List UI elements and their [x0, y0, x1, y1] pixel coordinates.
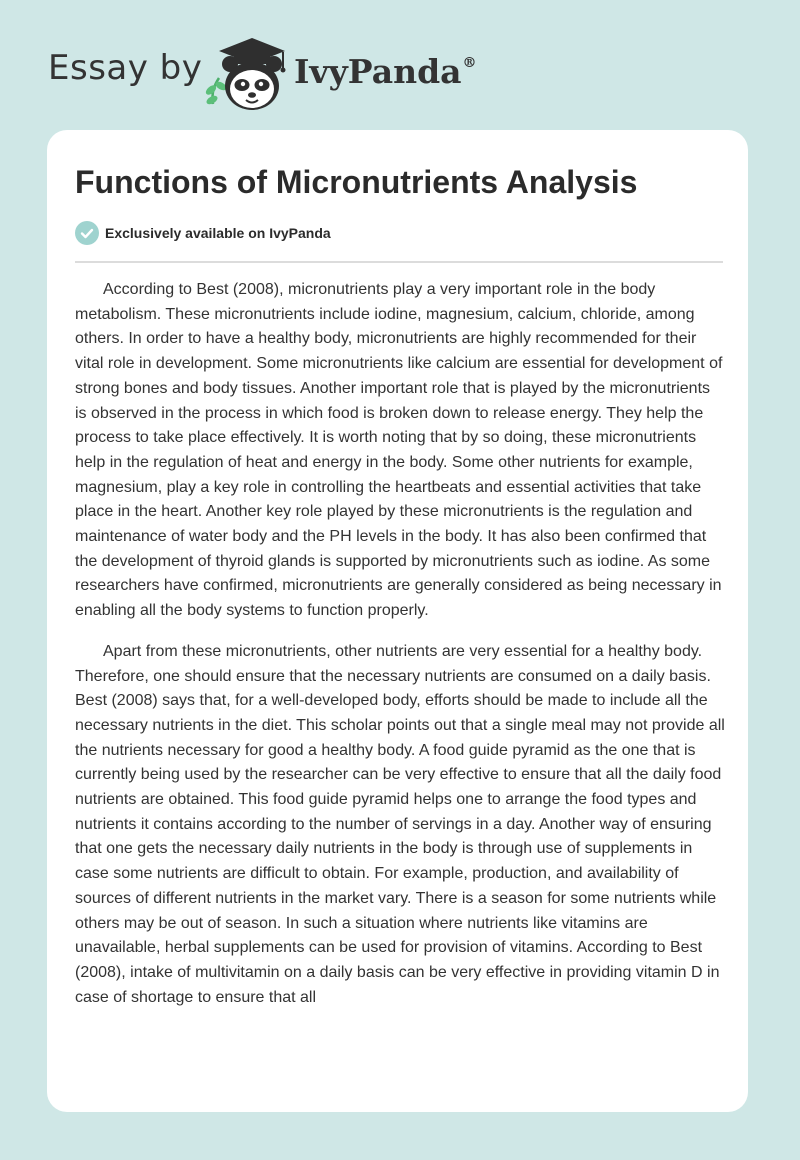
exclusive-badge-text: Exclusively available on IvyPanda: [105, 225, 331, 241]
registered-mark: ®: [462, 55, 477, 71]
panda-logo-icon: [203, 34, 293, 112]
brand-essay-by: Essay by: [48, 48, 203, 88]
page-title: Functions of Micronutrients Analysis: [75, 164, 638, 200]
brand-name: IvyPanda®: [294, 52, 477, 91]
essay-body: [75, 278, 725, 1026]
title-divider: [75, 261, 723, 263]
exclusive-badge: [75, 221, 331, 245]
essay-paragraph: According to Best (2008), micronutrients play a very important role in the body metabolism. These micronutrients include iodine, magnesium, calcium, chloride, among others. In order to have a healthy body, micronutrients are highly recommended for their vital role in development. Some micronutrients like calcium are essential for development of strong bones and body tissues. Another important role that is played by the micronutrients is observed in the process in which food is broken down to release energy. They help the process to take place effectively. It is worth noting that by so doing, these micronutrients help in the regulation of heat and energy in the body. Some other nutrients for example, magnesium, play a key role in controlling the heartbeats and essential activities that take place in the heart. Another key role played by these micronutrients is the regulation and maintenance of water body and the PH levels in the body. It has also been confirmed that the development of thyroid glands is supported by micronutrients such as iodine. As some researchers have confirmed, micronutrients are generally considered as being necessary in enabling all the body systems to function properly.: [75, 281, 723, 620]
essay-paragraph: Apart from these micronutrients, other nutrients are very essential for a healthy body. Therefore, one should ensure that the necessary nutrients are consumed on a daily basis. Best (2008) says that, for a well-developed body, efforts should be made to include all the necessary nutrients in the diet. This scholar points out that a single meal may not provide all the nutrients necessary for good a healthy body. A food guide pyramid as the one that is currently being used by the researcher can be very effective to ensure that all the daily food nutrients are obtained. This food guide pyramid helps one to arrange the food types and nutrients it contains according to the number of servings in a day. Another way of ensuring that one gets the necessary daily nutrients in the body is through use of supplements in case some nutrients are difficult to obtain. For example, production, and availability of sources of different nutrients in the market vary. There is a season for some nutrients while others may be out of season. In such a situation where nutrients like vitamins are unavailable, herbal supplements can be used for provision of vitamins. According to Best (2008), intake of multivitamin on a daily basis can be very effective in providing vitamin D in case of shortage to ensure that all: [75, 642, 725, 1006]
essay-card: [47, 130, 748, 1112]
site-brand[interactable]: [48, 34, 508, 114]
check-circle-icon: [75, 221, 99, 245]
